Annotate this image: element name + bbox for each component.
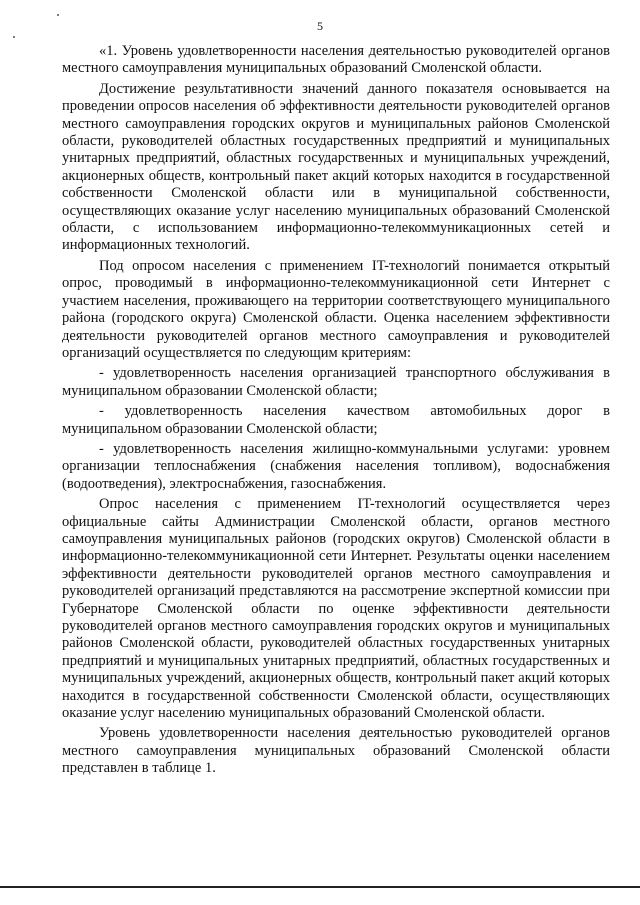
paragraph-survey-basis: Достижение результативности значений данного показателя основывается на проведении опросов населения об эффективности деятельности руководителей органов местного самоуправления городских округов и муниципальных районов Смоленской области, руководителей областных государственных предприятий и муниципальных унитарных предприятий, областных государственных и муниципальных учреждений, акционерных обществ, контрольный пакет акций которых находится в государственной собственности Смоленской области или в муниципальной собственности, осуществляющих оказание услуг населению муниципальных образований Смоленской области, с использованием информационно-телекоммуникационных сетей и информационных технологий. xyxy=(62,80,610,254)
paragraph-table-reference: Уровень удовлетворенности населения деятельностью руководителей органов местного самоуправления муниципальных образований Смоленской области представлен в таблице 1. xyxy=(62,725,610,777)
scan-speck xyxy=(13,36,15,38)
bottom-rule xyxy=(0,886,640,888)
criterion-transport: - удовлетворенность населения организацией транспортного обслуживания в муниципальном образовании Смоленской области; xyxy=(62,365,610,399)
paragraph-indicator-title: «1. Уровень удовлетворенности населения деятельностью руководителей органов местного самоуправления муниципальных образований Смоленской области. xyxy=(62,43,610,77)
criterion-roads: - удовлетворенность населения качеством автомобильных дорог в муниципальном образовании Смоленской области; xyxy=(62,403,610,437)
page-number: 5 xyxy=(317,19,323,33)
paragraph-survey-procedure: Опрос населения с применением IT-технологий осуществляется через официальные сайты Администрации Смоленской области, органов местного самоуправления муниципальных районов (городских округов) Смоленской области в информационно-телекоммуникационной сети Интернет. Результаты оценки населением эффективности деятельности руководителей органов местного самоуправления и руководителей организаций представляются на рассмотрение экспертной комиссии при Губернаторе Смоленской области по оценке эффективности деятельности руководителей органов местного самоуправления городских округов и муниципальных районов Смоленской области, руководителей областных государственных унитарных предприятий и муниципальных унитарных предприятий, областных государственных и муниципальных учреждений, акционерных обществ, контрольный пакет акций которых находится в государственной собственности Смоленской области, осуществляющих оказание услуг населению муниципальных образований Смоленской области. xyxy=(62,496,610,722)
document-body xyxy=(62,43,610,781)
scan-speck xyxy=(57,14,59,16)
paragraph-survey-definition: Под опросом населения с применением IT-технологий понимается открытый опрос, проводимый в информационно-телекоммуникационной сети Интернет с участием населения, проживающего на территории соответствующего муниципального района (городского округа) Смоленской области. Оценка населением эффективности деятельности руководителей органов местного самоуправления и руководителей организаций осуществляется по следующим критериям: xyxy=(62,257,610,361)
criterion-utilities: - удовлетворенность населения жилищно-коммунальными услугами: уровнем организации теплоснабжения (снабжения населения топливом), водоснабжения (водоотведения), электроснабжения, газоснабжения. xyxy=(62,440,610,492)
